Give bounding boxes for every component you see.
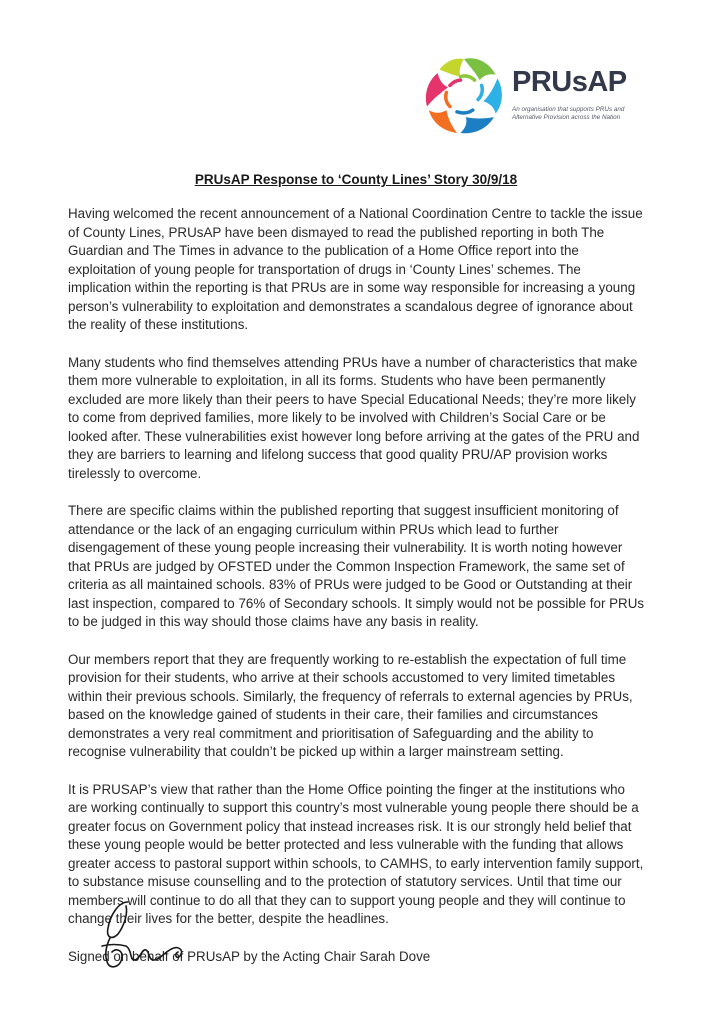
document-title: PRUsAP Response to ‘County Lines’ Story 30/9/18 bbox=[194, 172, 518, 187]
paragraph: It is PRUSAP’s view that rather than the Home Office pointing the finger at the institutions who are working continually to support this country’s most vulnerable young people there should be a greater focus on Government policy that instead increases risk. It is our strongly held belief that these young people would be better protected and less vulnerable with the funding that allows greater access to pastoral support within schools, to CAMHS, to early intervention family support, to substance misuse counselling and to the protection of statutory services. Until that time our members will continue to do all that they can to support young people and they will continue to change their lives for the better, despite the headlines. bbox=[68, 781, 644, 926]
paragraph: There are specific claims within the published reporting that suggest insufficient monitoring of attendance or the lack of an engaging curriculum within PRUs which lead to further disengagement of these young people increasing their vulnerability. It is worth noting however that PRUs are judged by OFSTED under the Common Inspection Framework, the same set of criteria as all maintained schools. 83% of PRUs were judged to be Good or Outstanding at their last inspection, compared to 76% of Secondary schools. It simply would not be possible for PRUs to be judged in this way should those claims have any basis in reality. bbox=[68, 503, 645, 629]
signed-by-line: Signed on behalf of PRUsAP by the Acting Chair Sarah Dove bbox=[68, 948, 431, 964]
letter-body bbox=[68, 205, 646, 966]
paragraph: Having welcomed the recent announcement of a National Coordination Centre to tackle the issue of County Lines, PRUsAP have been dismayed to read the published reporting in both The Guardian and The Times in advance to the publication of a Home Office report into the exploitation of young people for transportation of drugs in ‘County Lines’ schemes. The implication within the reporting is that PRUs are in some way responsible for increasing a young person’s vulnerability to exploitation and demonstrates a scandalous degree of ignorance about the reality of these institutions. bbox=[68, 206, 643, 332]
paragraph: Our members report that they are frequently working to re-establish the expectation of full time provision for their students, who arrive at their schools accustomed to very limited timetables within their previous schools. Similarly, the frequency of referrals to external agencies by PRUs, based on the knowledge gained of students in their care, their families and circumstances demonstrates a very real commitment and prioritisation of Safeguarding and the ability to recognise vulnerability that couldn’t be picked up within a larger mainstream setting. bbox=[68, 651, 633, 759]
brand-name: PRUsAP bbox=[512, 66, 627, 98]
paragraph: Many students who find themselves attending PRUs have a number of characteristics that make them more vulnerable to exploitation, in all its forms. Students who have been permanently excluded are more likely than their peers to have Special Educational Needs; they’re more likely to come from deprived families, more likely to be involved with Children’s Social Care or be looked after. These vulnerabilities exist however long before arriving at the gates of the PRU and they are barriers to learning and lifelong success that good quality PRU/AP provision works tirelessly to overcome. bbox=[68, 354, 640, 481]
handwritten-signature bbox=[88, 894, 198, 974]
prusap-logo bbox=[420, 44, 660, 140]
hands-circle-logo-icon bbox=[420, 52, 508, 140]
brand-tagline: An organisation that supports PRUs and Alternative Provision across the Nation bbox=[512, 106, 625, 121]
